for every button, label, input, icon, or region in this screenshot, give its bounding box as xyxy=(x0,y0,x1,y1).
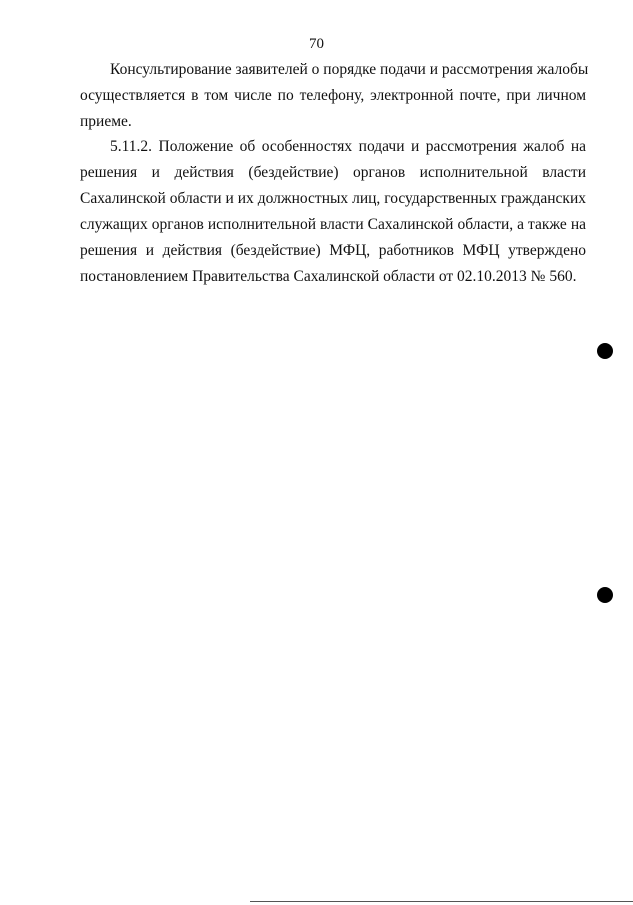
scan-bottom-edge xyxy=(250,901,633,902)
page-number: 70 xyxy=(309,36,324,52)
binding-hole-mark xyxy=(597,343,613,359)
paragraph-line: осуществляется в том числе по телефону, электронной почте, при личном xyxy=(80,87,586,104)
paragraph-line: решения и действия (бездействие) МФЦ, работников МФЦ утверждено xyxy=(80,242,586,259)
paragraph-line: 5.11.2. Положение об особенностях подачи и рассмотрения жалоб на xyxy=(110,138,586,155)
paragraph-line: решения и действия (бездействие) органов исполнительной власти xyxy=(80,164,586,181)
paragraph-line: Сахалинской области и их должностных лиц, государственных гражданских xyxy=(80,190,586,207)
binding-hole-mark xyxy=(597,587,613,603)
paragraph-line: Консультирование заявителей о порядке подачи и рассмотрения жалобы xyxy=(110,61,589,78)
paragraph-line: постановлением Правительства Сахалинской области от 02.10.2013 № 560. xyxy=(80,268,577,285)
paragraph-line: приеме. xyxy=(80,113,132,130)
paragraph-line: служащих органов исполнительной власти Сахалинской области, а также на xyxy=(80,216,586,233)
